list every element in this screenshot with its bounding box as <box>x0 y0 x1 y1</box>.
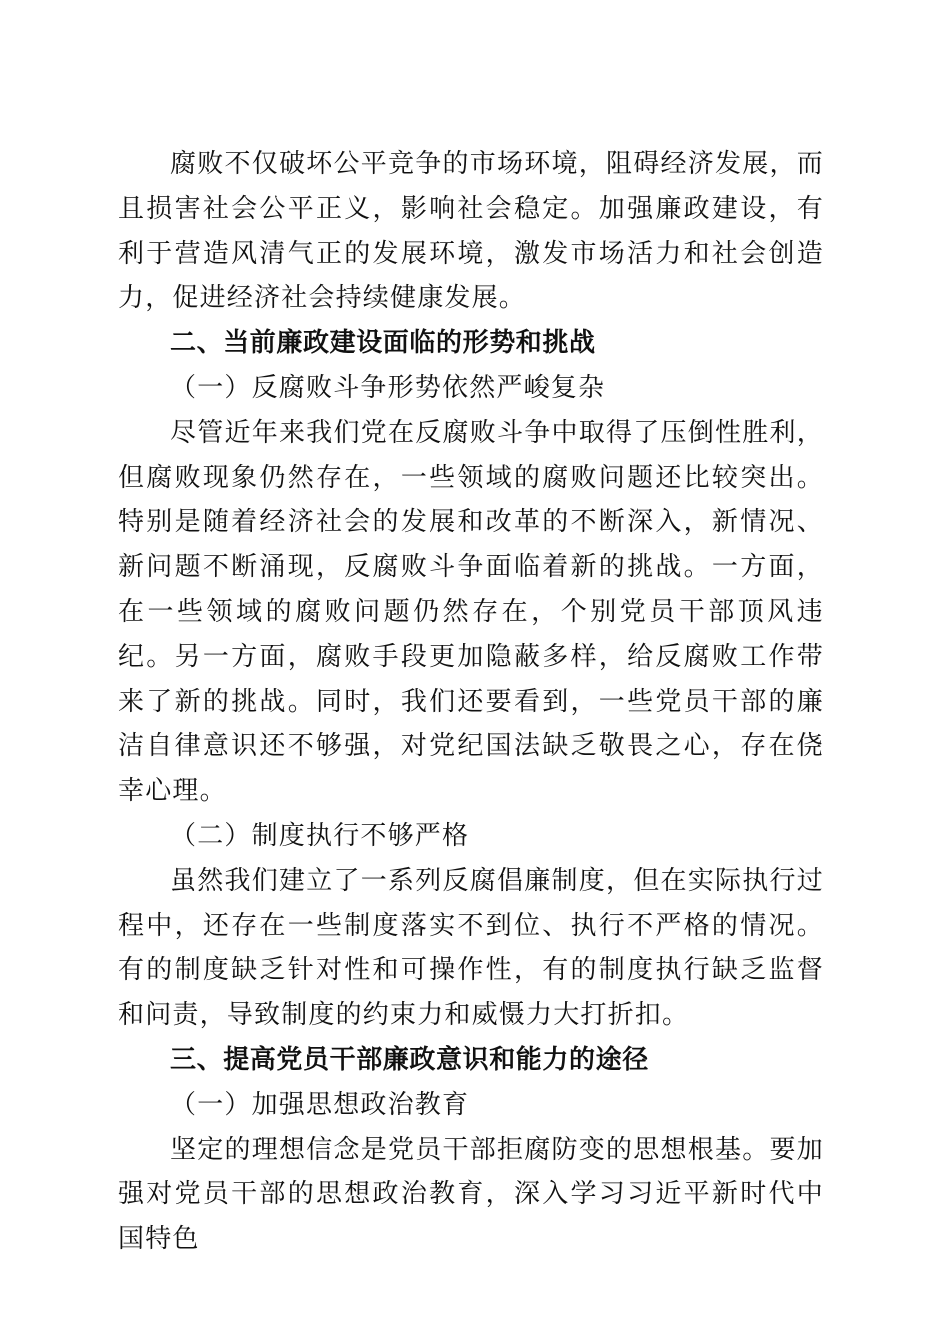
subheading-anticorruption-situation: （一）反腐败斗争形势依然严峻复杂 <box>170 372 606 403</box>
subheading-political-education: （一）加强思想政治教育 <box>170 1089 470 1120</box>
heading-section-two: 二、当前廉政建设面临的形势和挑战 <box>170 328 596 359</box>
paragraph-corruption-harm: 腐败不仅破坏公平竞争的市场环境，阻碍经济发展，而且损害社会公平正义，影响社会稳定。加强廉政建设，有利于营造风清气正的发展环境，激发市场活力和社会创造力，促进经济社会持续健康发展。 <box>118 149 824 314</box>
paragraph-system-execution: 虽然我们建立了一系列反腐倡廉制度，但在实际执行过程中，还存在一些制度落实不到位、执行不严格的情况。有的制度缺乏针对性和可操作性，有的制度执行缺乏监督和问责，导致制度的约束力和威慑力大打折扣。 <box>118 865 824 1031</box>
heading-section-three: 三、提高党员干部廉政意识和能力的途径 <box>170 1044 649 1075</box>
paragraph-anticorruption-challenges: 尽管近年来我们党在反腐败斗争中取得了压倒性胜利，但腐败现象仍然存在，一些领域的腐败问题还比较突出。特别是随着经济社会的发展和改革的不断深入，新情况、新问题不断涌现，反腐败斗争面临着新的挑战。一方面，在一些领域的腐败问题仍然存在，个别党员干部顶风违纪。另一方面，腐败手段更加隐蔽多样，给反腐败工作带来了新的挑战。同时，我们还要看到，一些党员干部的廉洁自律意识还不够强，对党纪国法缺乏敬畏之心，存在侥幸心理。 <box>118 417 824 807</box>
paragraph-political-education: 坚定的理想信念是党员干部拒腐防变的思想根基。要加强对党员干部的思想政治教育，深入学习习近平新时代中国特色 <box>118 1134 824 1255</box>
document-page <box>118 142 824 1262</box>
subheading-system-execution: （二）制度执行不够严格 <box>170 820 470 851</box>
